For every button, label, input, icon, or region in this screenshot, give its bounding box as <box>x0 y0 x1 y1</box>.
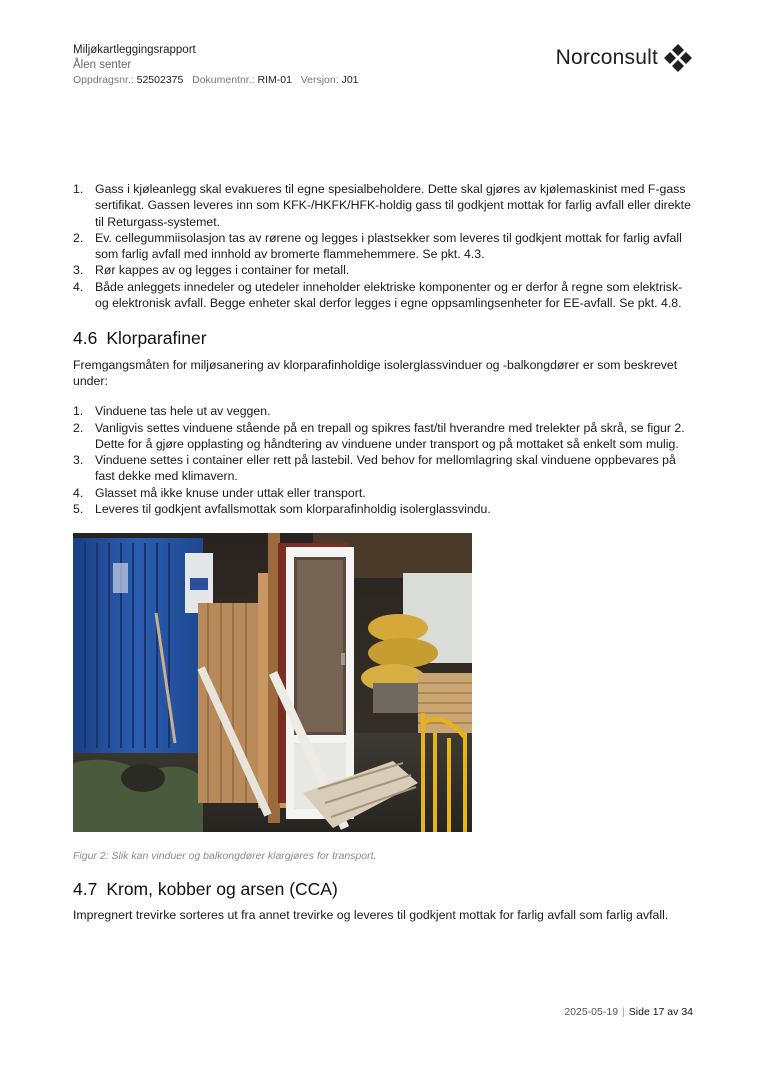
page-header <box>73 43 693 88</box>
list-number: 1. <box>73 404 84 419</box>
figure-caption: Figur 2: Slik kan vinduer og balkongdører klargjøres for transport. <box>73 850 377 863</box>
refrigeration-steps-list <box>73 181 693 311</box>
list-item <box>73 452 693 485</box>
section-heading-4-7 <box>73 878 693 899</box>
list-text: Rør kappes av og legges i container for metall. <box>95 263 350 278</box>
document-label: Dokumentnr.: <box>192 74 255 86</box>
page-footer <box>564 1006 693 1018</box>
list-text: Både anleggets innedeler og utedeler inneholder elektriske komponenter og er derfor å regne som elektrisk- og elektronisk avfall. Begge enheter skal derfor legges i egne oppsamlingsenheter for EE-avfall. Se pkt. 4.8. <box>95 279 683 311</box>
version-number: J01 <box>341 74 359 86</box>
section-title: Klorparafiner <box>106 328 207 349</box>
norconsult-logo <box>556 43 693 73</box>
document-meta <box>73 73 693 88</box>
section-number: 4.7 <box>73 878 98 899</box>
list-text: Vinduene settes i container eller rett på lastebil. Ved behov for mellomlagring skal vinduene oppbevares på fast dekke med klimavern. <box>95 453 676 484</box>
figure-2-photo <box>73 533 472 832</box>
page-content <box>73 181 693 923</box>
list-item <box>73 420 693 453</box>
list-text: Vinduene tas hele ut av veggen. <box>95 404 271 419</box>
list-text: Gass i kjøleanlegg skal evakueres til egne spesialbeholdere. Dette skal gjøres av kjølemaskinist med F-gass sertifikat. Gassen leveres inn som KFK-/HKFK/HFK-holdig gass til godkjent mottak for farlig avfall eller direkte til Returgass-systemet. <box>95 182 691 229</box>
document-number: RIM-01 <box>257 74 292 86</box>
list-number: 2. <box>73 230 84 245</box>
logo-text: Norconsult <box>555 46 658 69</box>
list-item <box>73 403 693 419</box>
list-number: 4. <box>73 279 84 294</box>
list-text: Leveres til godkjent avfallsmottak som klorparafinholdig isolerglassvindu. <box>95 502 491 517</box>
assignment-label: Oppdragsnr.: <box>73 74 134 86</box>
list-number: 1. <box>73 182 84 196</box>
list-number: 4. <box>73 485 84 500</box>
footer-separator: | <box>622 1006 625 1018</box>
section-heading-4-6 <box>73 328 693 349</box>
assignment-number: 52502375 <box>136 74 184 86</box>
chloroparaffin-steps-list <box>73 403 693 517</box>
list-item <box>73 262 693 278</box>
list-number: 3. <box>73 453 84 468</box>
list-number: 3. <box>73 263 84 278</box>
version-label: Versjon: <box>300 74 339 86</box>
report-title: Miljøkartleggingsrapport <box>73 44 196 56</box>
footer-date: 2025-05-19 <box>564 1006 619 1018</box>
list-number: 2. <box>73 420 84 435</box>
norconsult-diamond-icon <box>663 43 693 73</box>
list-text: Glasset må ikke knuse under uttak eller transport. <box>95 485 366 500</box>
list-item <box>73 181 693 230</box>
project-name: Ålen senter <box>73 59 132 71</box>
section-intro: Fremgangsmåten for miljøsanering av klorparafinholdige isolerglassvinduer og -balkongdører er som beskrevet under: <box>73 357 678 388</box>
list-text: Ev. cellegummiisolasjon tas av rørene og legges i plastsekker som leveres til godkjent mottak for farlig avfall som farlig avfall med innhold av bromerte flammehemmere. Se pkt. 4.3. <box>95 230 682 262</box>
section-number: 4.6 <box>73 328 98 349</box>
list-item <box>73 485 693 501</box>
section-title: Krom, kobber og arsen (CCA) <box>106 878 338 899</box>
list-number: 5. <box>73 502 84 517</box>
list-item <box>73 279 693 312</box>
list-item <box>73 501 693 517</box>
section-body: Impregnert trevirke sorteres ut fra annet trevirke og leveres til godkjent mottak for farlig avfall som farlig avfall. <box>73 907 669 922</box>
page-number: Side 17 av 34 <box>628 1006 693 1018</box>
list-text: Vanligvis settes vinduene stående på en trepall og spikres fast/til hverandre med trelekter på skrå, se figur 2. Dette for å gjøre opplasting og håndtering av vinduene under transport og på mottaket så enkelt som mulig. <box>95 420 685 451</box>
list-item <box>73 230 693 263</box>
